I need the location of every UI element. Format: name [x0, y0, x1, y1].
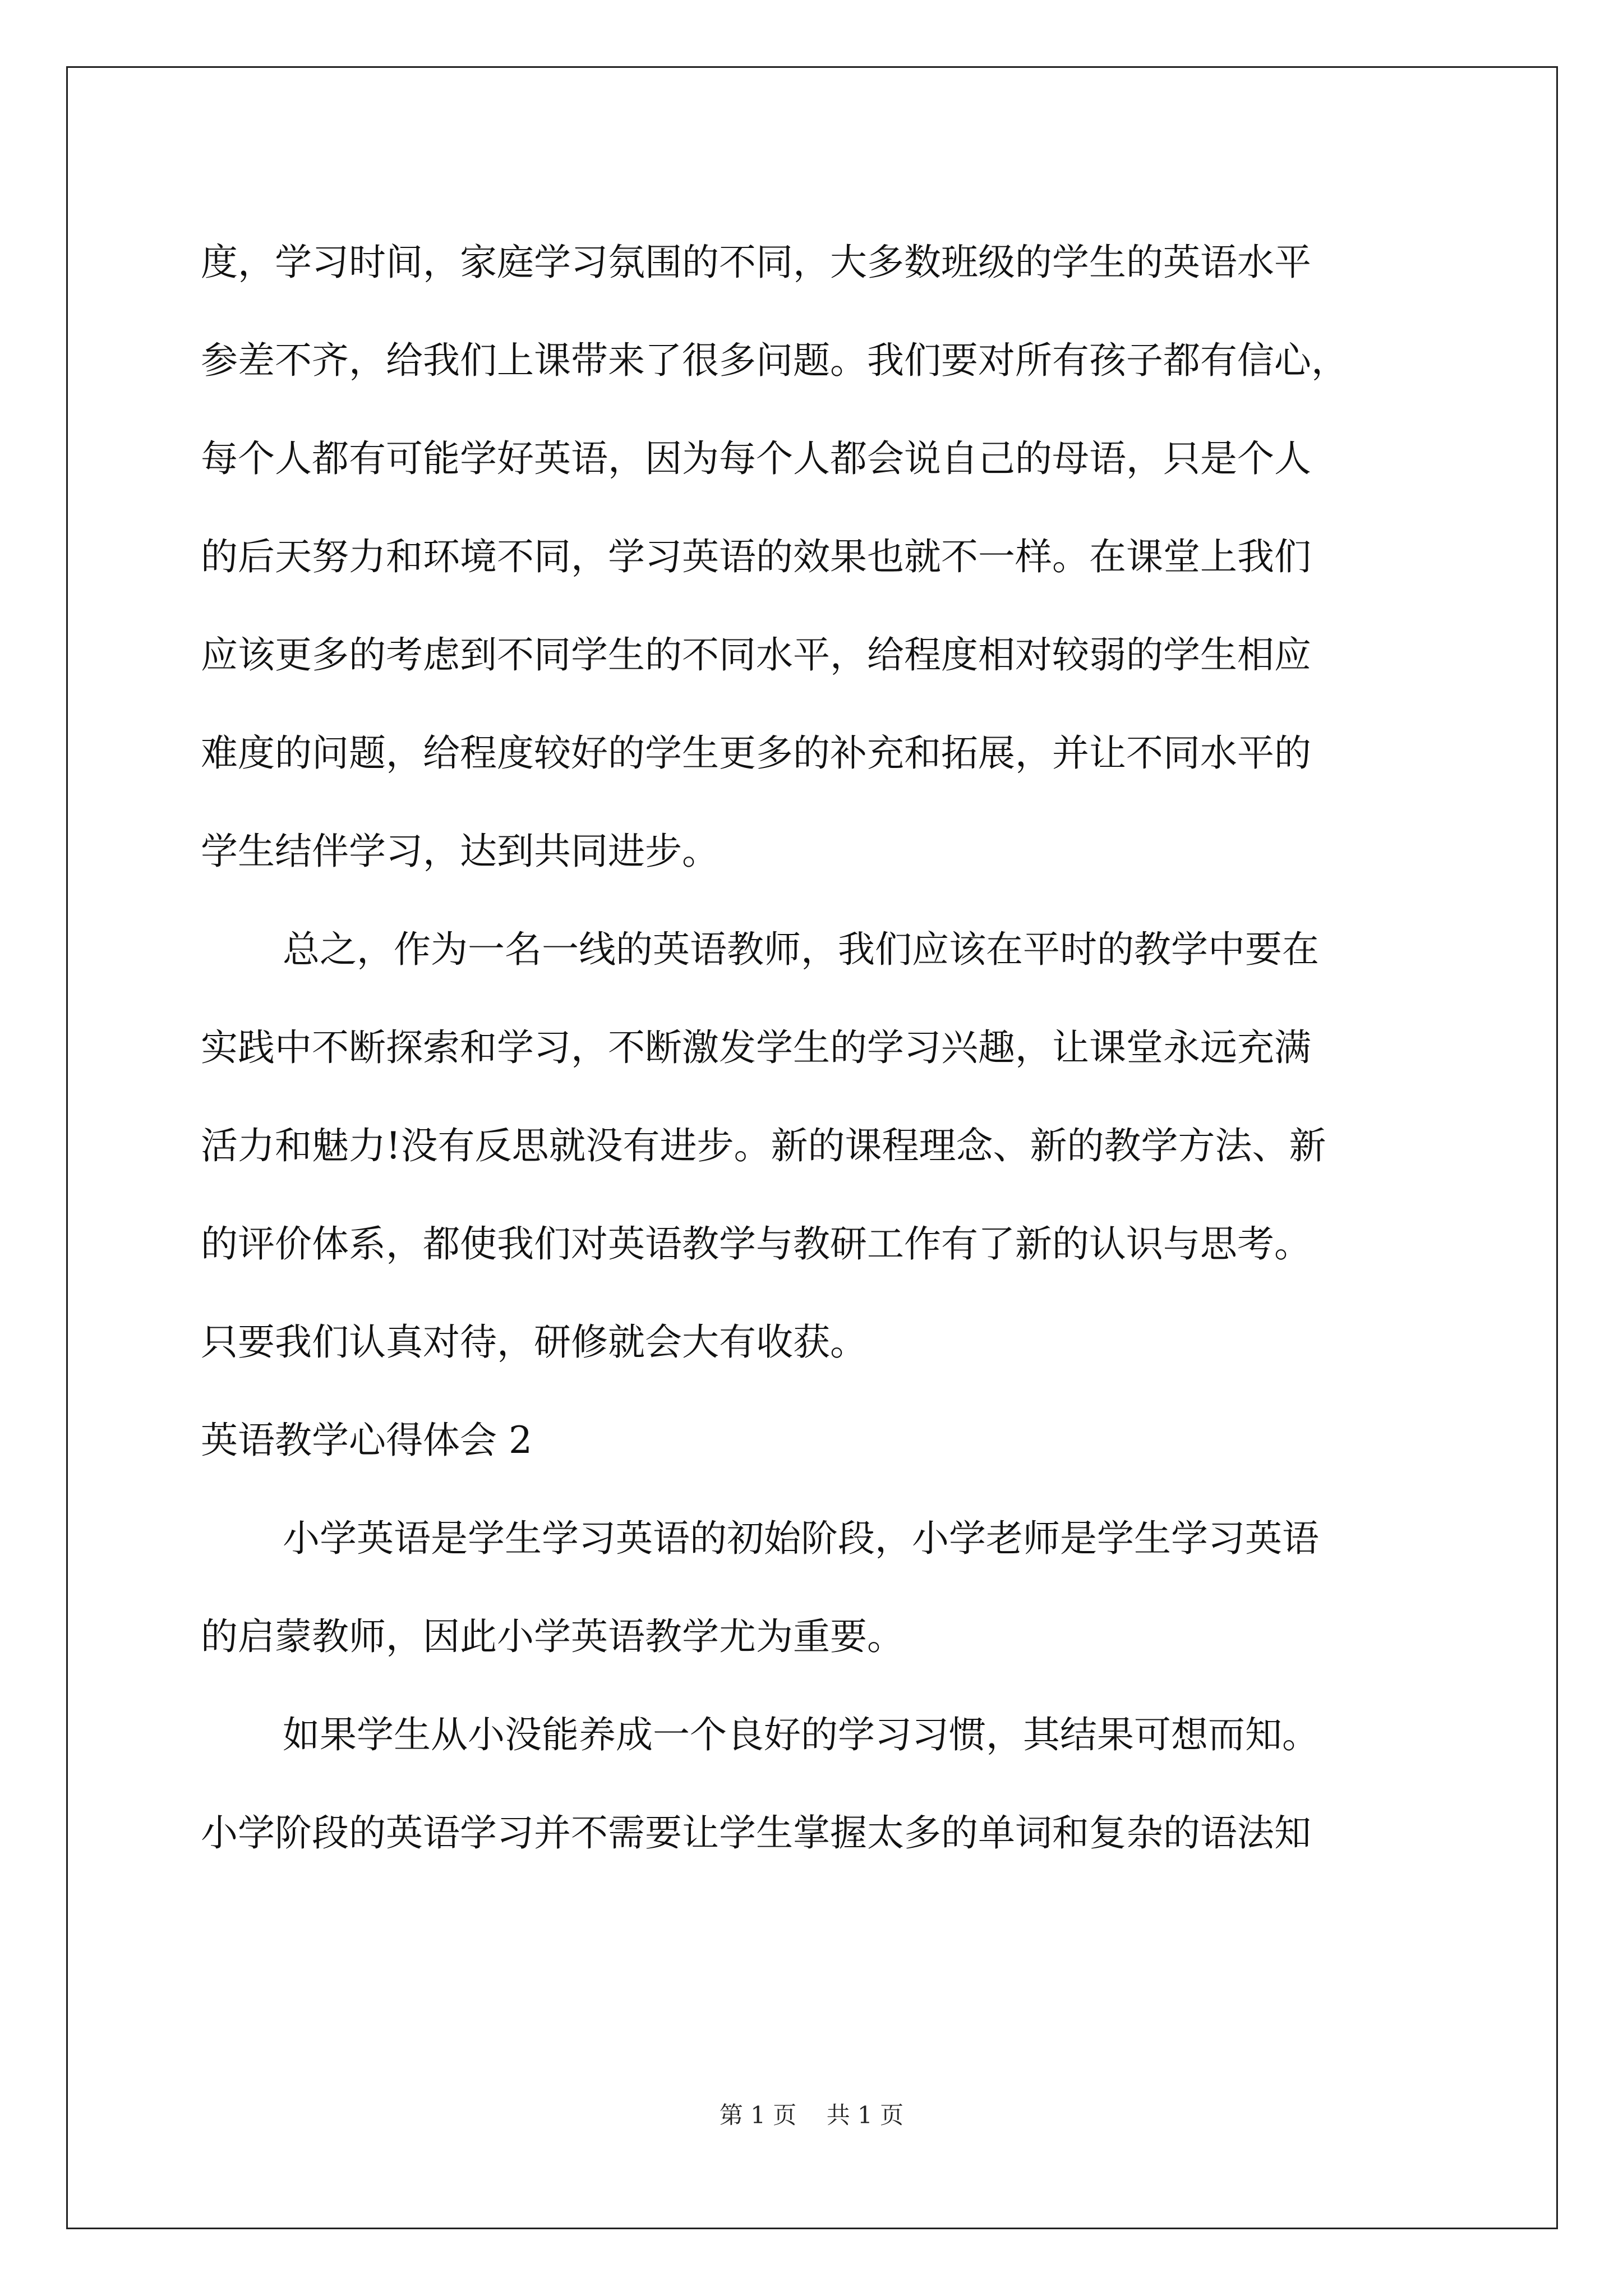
text-line: 的后天努力和环境不同，学习英语的效果也就不一样。在课堂上我们 [201, 535, 1311, 578]
text-line: 的启蒙教师，因此小学英语教学尤为重要。 [201, 1615, 904, 1658]
text-line: 实践中不断探索和学习，不断激发学生的学习兴趣，让课堂永远充满 [201, 1026, 1311, 1069]
text-line: 参差不齐，给我们上课带来了很多问题。我们要对所有孩子都有信心， [201, 339, 1348, 382]
document-body [201, 213, 1435, 1882]
section-heading: 英语教学心得体会 2 [201, 1419, 532, 1462]
text-line: 只要我们认真对待，研修就会大有收获。 [201, 1320, 867, 1364]
page-total: 共 1 页 [826, 2101, 904, 2129]
text-line: 难度的问题，给程度较好的学生更多的补充和拓展，并让不同水平的 [201, 731, 1311, 775]
text-line: 度，学习时间，家庭学习氛围的不同，大多数班级的学生的英语水平 [201, 241, 1311, 284]
page-footer [0, 2097, 1623, 2131]
text-line: 活力和魅力!没有反思就没有进步。新的课程理念、新的教学方法、新 [201, 1124, 1326, 1167]
text-line: 小学阶段的英语学习并不需要让学生掌握太多的单词和复杂的语法知 [201, 1811, 1311, 1855]
text-line: 小学英语是学生学习英语的初始阶段，小学老师是学生学习英语 [283, 1517, 1319, 1560]
text-line: 应该更多的考虑到不同学生的不同水平，给程度相对较弱的学生相应 [201, 633, 1311, 677]
text-line: 总之，作为一名一线的英语教师，我们应该在平时的教学中要在 [283, 928, 1319, 971]
text-line: 学生结伴学习，达到共同进步。 [201, 830, 719, 873]
text-line: 如果学生从小没能养成一个良好的学习习惯，其结果可想而知。 [283, 1713, 1319, 1756]
page-number: 第 1 页 [719, 2101, 797, 2129]
text-line: 每个人都有可能学好英语，因为每个人都会说自己的母语，只是个人 [201, 437, 1311, 480]
text-line: 的评价体系，都使我们对英语教学与教研工作有了新的认识与思考。 [201, 1222, 1311, 1266]
